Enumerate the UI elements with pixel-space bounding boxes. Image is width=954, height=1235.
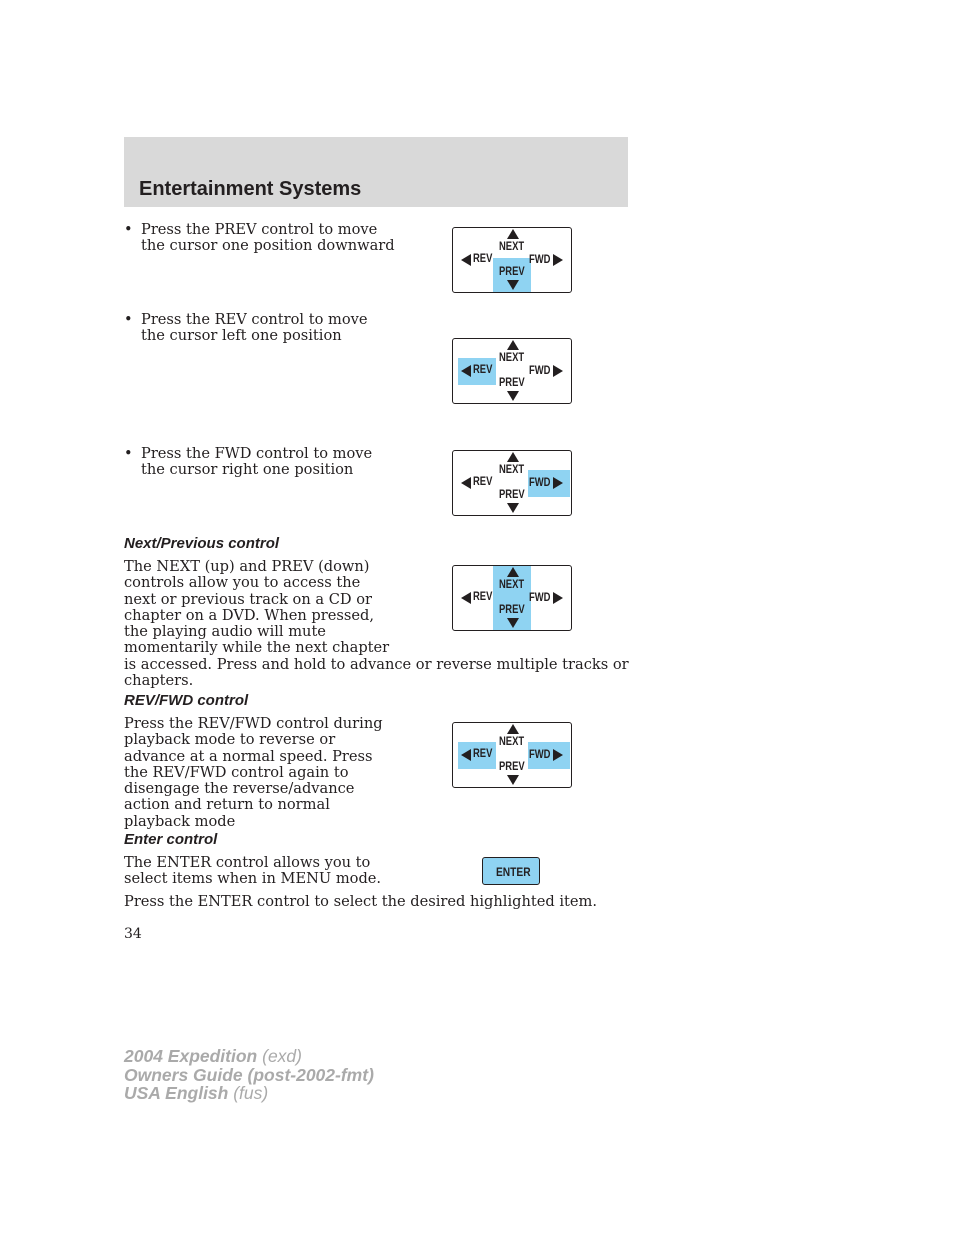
bullet-fwd-text: Press the FWD control to move the cursor right one position: [141, 445, 373, 479]
pad-label-fwd: FWD: [529, 749, 551, 761]
next-previous-heading: Next/Previous control: [124, 535, 280, 552]
control-pad-fwd-highlight: [452, 450, 572, 516]
down-arrow-icon: [507, 280, 519, 290]
bullet-prev-text: Press the PREV control to move the cursor one position downward: [141, 221, 395, 255]
right-arrow-icon: [553, 749, 563, 761]
rev-fwd-heading: REV/FWD control: [124, 692, 249, 709]
pad-label-prev: PREV: [499, 266, 525, 278]
pad-label-next: NEXT: [499, 352, 525, 364]
bullet-rev-text: Press the REV control to move the cursor left one position: [141, 311, 368, 345]
pad-label-rev: REV: [473, 476, 493, 488]
pad-label-next: NEXT: [499, 241, 525, 253]
up-arrow-icon: [507, 724, 519, 734]
left-arrow-icon: [461, 477, 471, 489]
pad-label-fwd: FWD: [529, 592, 551, 604]
left-arrow-icon: [461, 365, 471, 377]
right-arrow-icon: [553, 254, 563, 266]
footer-guide: Owners Guide (post-2002-fmt): [124, 1064, 374, 1085]
up-arrow-icon: [507, 452, 519, 462]
pad-label-rev: REV: [473, 364, 493, 376]
footer-language-code: (fus): [233, 1083, 269, 1103]
pad-label-rev: REV: [473, 591, 493, 603]
bullet-marker: •: [124, 445, 133, 462]
pad-label-rev: REV: [473, 748, 493, 760]
down-arrow-icon: [507, 775, 519, 785]
pad-label-next: NEXT: [499, 464, 525, 476]
enter-after-text: Press the ENTER control to select the desired highlighted item.: [124, 893, 597, 910]
section-header-band: [124, 137, 628, 207]
pad-label-next: NEXT: [499, 736, 525, 748]
down-arrow-icon: [507, 391, 519, 401]
page-number: 34: [124, 926, 142, 942]
up-arrow-icon: [507, 229, 519, 239]
pad-label-rev: REV: [473, 253, 493, 265]
pad-label-prev: PREV: [499, 604, 525, 616]
control-pad-prev-highlight: [452, 227, 572, 293]
footer-model: 2004 Expedition: [124, 1046, 258, 1066]
right-arrow-icon: [553, 365, 563, 377]
footer-language: USA English: [124, 1083, 229, 1103]
pad-label-prev: PREV: [499, 489, 525, 501]
next-previous-body: The NEXT (up) and PREV (down) controls allow you to access the next or previous track on a CD or chapter on a DVD. When pressed, the playing audio will mute momentarily while the next chapter is accessed. Press and hold to advance or reverse multiple tracks or chapters.: [124, 558, 629, 690]
down-arrow-icon: [507, 503, 519, 513]
bullet-marker: •: [124, 221, 133, 238]
footer-model-code: (exd): [262, 1046, 302, 1066]
pad-label-fwd: FWD: [529, 477, 551, 489]
document-footer: [124, 1047, 374, 1103]
right-arrow-icon: [553, 477, 563, 489]
control-pad-rev-fwd-highlight: [452, 722, 572, 788]
bullet-marker: •: [124, 311, 133, 328]
enter-body: The ENTER control allows you to select items when in MENU mode.: [124, 854, 382, 888]
pad-label-next: NEXT: [499, 579, 525, 591]
enter-heading: Enter control: [124, 831, 218, 848]
pad-label-prev: PREV: [499, 377, 525, 389]
enter-button-illustration: [482, 857, 540, 885]
pad-label-fwd: FWD: [529, 365, 551, 377]
rev-fwd-body: Press the REV/FWD control during playback mode to reverse or advance at a normal speed. Press the REV/FWD control again to disengage the reverse/advance action and return to normal playback mode: [124, 715, 383, 830]
left-arrow-icon: [461, 254, 471, 266]
control-pad-rev-highlight: [452, 338, 572, 404]
up-arrow-icon: [507, 340, 519, 350]
pad-label-fwd: FWD: [529, 254, 551, 266]
pad-label-prev: PREV: [499, 761, 525, 773]
enter-button-label: ENTER: [496, 865, 531, 879]
left-arrow-icon: [461, 749, 471, 761]
section-title: Entertainment Systems: [139, 178, 362, 200]
